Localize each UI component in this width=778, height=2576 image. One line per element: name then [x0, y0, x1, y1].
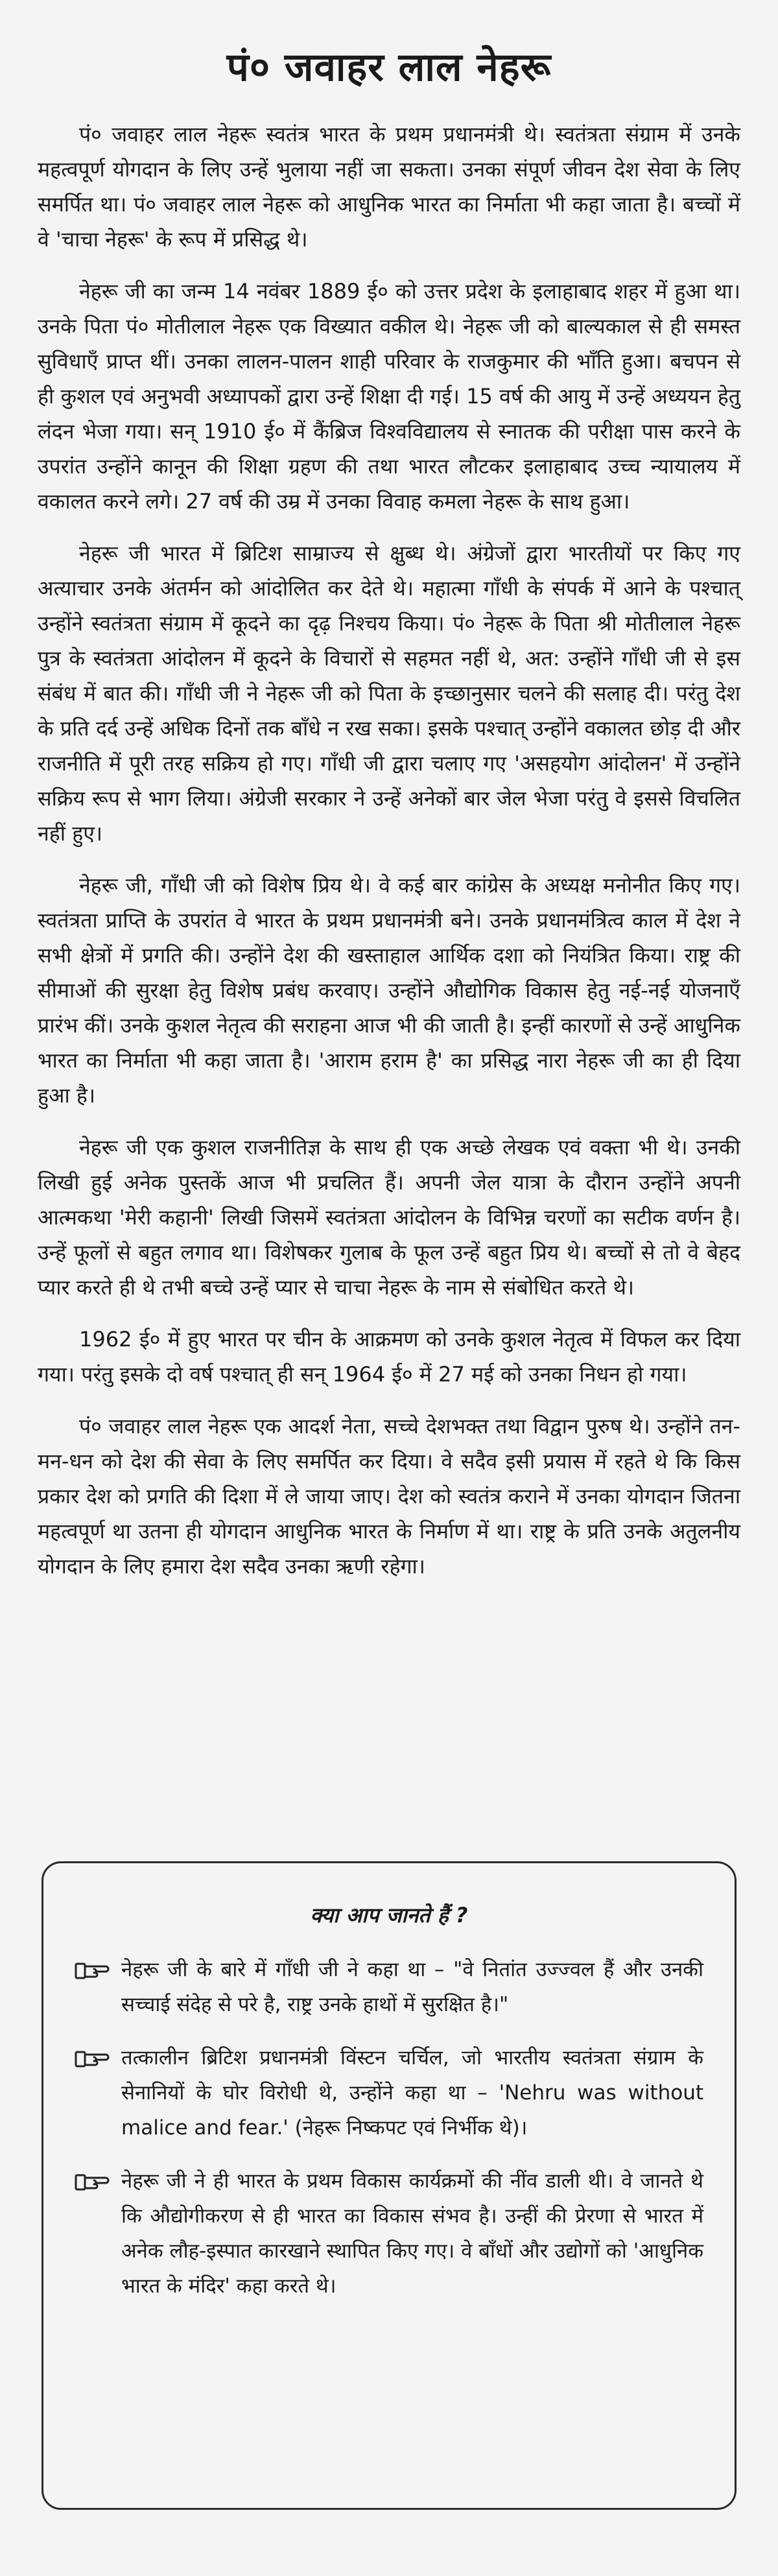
paragraph: पं० जवाहर लाल नेहरू स्वतंत्र भारत के प्रथम प्रधानमंत्री थे। स्वतंत्रता संग्राम में उनके महत्वपूर्ण योगदान के लिए उन्हें भुलाया नहीं जा सकता। उनका संपूर्ण जीवन देश सेवा के लिए समर्पित था। पं० जवाहर लाल नेहरू को आधुनिक भारत का निर्माता भी कहा जाता है। बच्चों में वे 'चाचा नेहरू' के रूप में प्रसिद्ध थे। — [38, 122, 740, 252]
fact-item — [75, 2040, 703, 2145]
fact-item — [75, 2164, 703, 2304]
essay-title: पं० जवाहर लाल नेहरू — [226, 45, 552, 90]
did-you-know-box — [41, 1861, 737, 2510]
paragraph: नेहरू जी का जन्म 14 नवंबर 1889 ई० को उत्तर प्रदेश के इलाहाबाद शहर में हुआ था। उनके पिता पं० मोतीलाल नेहरू एक विख्यात वकील थे। नेहरू जी को बाल्यकाल से ही समस्त सुविधाएँ प्राप्त थीं। उनका लालन-पालन शाही परिवार के राजकुमार की भाँति हुआ। बचपन से ही कुशल एवं अनुभवी अध्यापकों द्वारा उन्हें शिक्षा दी गई। 15 वर्ष की आयु में उन्हें अध्ययन हेतु लंदन भेजा गया। सन् 1910 ई० में कैंब्रिज विश्वविद्यालय से स्नातक की परीक्षा पास करने के उपरांत उन्होंने कानून की शिक्षा ग्रहण की तथा भारत लौटकर इलाहाबाद उच्च न्यायालय में वकालत करने लगे। 27 वर्ष की उम्र में उनका विवाह कमला नेहरू के साथ हुआ। — [38, 279, 740, 514]
pointing-hand-icon — [75, 2040, 121, 2075]
paragraph: नेहरू जी, गाँधी जी को विशेष प्रिय थे। वे कई बार कांग्रेस के अध्यक्ष मनोनीत किए गए। स्वतंत्रता प्राप्ति के उपरांत वे भारत के प्रथम प्रधानमंत्री बने। उनके प्रधानमंत्रित्व काल में देश ने सभी क्षेत्रों में प्रगति की। उन्होंने देश की खस्ताहाल आर्थिक दशा को नियंत्रित किया। राष्ट्र की सीमाओं की सुरक्षा हेतु विशेष प्रबंध करवाए। उन्होंने औद्योगिक विकास हेतु नई-नई योजनाएँ प्रारंभ कीं। उनके कुशल नेतृत्व की सराहना आज भी की जाती है। इन्हीं कारणों से उन्हें आधुनिक भारत का निर्माता भी कहा जाता है। 'आराम हराम है' का प्रसिद्ध नारा नेहरू जी का ही दिया हुआ है। — [38, 873, 740, 1108]
did-you-know-heading: क्या आप जानते हैं ? — [310, 1903, 468, 1927]
fact-text: नेहरू जी ने ही भारत के प्रथम विकास कार्यक्रमों की नींव डाली थी। वे जानते थे कि औद्योगीकरण से ही भारत का विकास संभव है। उन्हीं की प्रेरणा से भारत में अनेक लौह-इस्पात कारखाने स्थापित किए गए। वे बाँधों और उद्योगों को 'आधुनिक भारत के मंदिर' कहा करते थे। — [121, 2169, 704, 2298]
paragraph: 1962 ई० में हुए भारत पर चीन के आक्रमण को उनके कुशल नेतृत्व में विफल कर दिया गया। परंतु इसके दो वर्ष पश्चात् ही सन् 1964 ई० में 27 मई को उनका निधन हो गया। — [38, 1327, 740, 1387]
pointing-hand-icon — [75, 2164, 121, 2199]
essay-body — [38, 117, 740, 1584]
paragraph: नेहरू जी एक कुशल राजनीतिज्ञ के साथ ही एक अच्छे लेखक एवं वक्ता भी थे। उनकी लिखी हुई अनेक पुस्तकें आज भी प्रचलित हैं। अपनी जेल यात्रा के दौरान उन्होंने अपनी आत्मकथा 'मेरी कहानी' लिखी जिसमें स्वतंत्रता आंदोलन के विभिन्न चरणों का सटीक वर्णन है। उन्हें फूलों से बहुत लगाव था। विशेषकर गुलाब के फूल उन्हें बहुत प्रिय थे। बच्चों से तो वे बेहद प्यार करते ही थे तभी बच्चे उन्हें प्यार से चाचा नेहरू के नाम से संबोधित करते थे। — [38, 1135, 740, 1300]
fact-text: तत्कालीन ब्रिटिश प्रधानमंत्री विंस्टन चर्चिल, जो भारतीय स्वतंत्रता संग्राम के सेनानियों के घोर विरोधी थे, उन्होंने कहा था – 'Nehru was without malice and fear.' (नेहरू निष्कपट एवं निर्भीक थे)। — [121, 2046, 703, 2140]
fact-text: नेहरू जी के बारे में गाँधी जी ने कहा था – "वे नितांत उज्ज्वल हैं और उनकी सच्चाई संदेह से परे है, राष्ट्र उनके हाथों में सुरक्षित है।" — [121, 1958, 703, 2016]
paragraph: नेहरू जी भारत में ब्रिटिश साम्राज्य से क्षुब्ध थे। अंग्रेजों द्वारा भारतीयों पर किए गए अत्याचार उनके अंतर्मन को आंदोलित कर देते थे। महात्मा गाँधी के संपर्क में आने के पश्चात् उन्होंने स्वतंत्रता संग्राम में कूदने का दृढ़ निश्चय किया। पं० नेहरू के पिता श्री मोतीलाल नेहरू पुत्र के स्वतंत्रता आंदोलन में कूदने के विचारों से सहमत नहीं थे, अत: उन्होंने गाँधी जी से इस संबंध में बात की। गाँधी जी ने नेहरू जी को पिता के इच्छानुसार चलने की सलाह दी। परंतु देश के प्रति दर्द उन्हें अधिक दिनों तक बाँधे न रख सका। इसके पश्चात् उन्होंने वकालत छोड़ दी और राजनीति में पूरी तरह सक्रिय हो गए। गाँधी जी द्वारा चलाए गए 'असहयोग आंदोलन' में उन्होंने सक्रिय रूप से भाग लिया। अंग्रेजी सरकार ने उन्हें अनेकों बार जेल भेजा परंतु वे इससे विचलित नहीं हुए। — [38, 541, 740, 846]
paragraph: पं० जवाहर लाल नेहरू एक आदर्श नेता, सच्चे देशभक्त तथा विद्वान पुरुष थे। उन्होंने तन-मन-धन को देश की सेवा के लिए समर्पित कर दिया। वे सदैव इसी प्रयास में रहते थे कि किस प्रकार देश को प्रगति की दिशा में ले जाया जाए। देश को स्वतंत्र कराने में उनका योगदान जितना महत्वपूर्ण था उतना ही योगदान आधुनिक भारत के निर्माण में था। राष्ट्र के प्रति उनके अतुलनीय योगदान के लिए हमारा देश सदैव उनका ऋणी रहेगा। — [38, 1414, 740, 1579]
pointing-hand-icon — [75, 1952, 121, 1987]
fact-item — [75, 1952, 703, 2022]
